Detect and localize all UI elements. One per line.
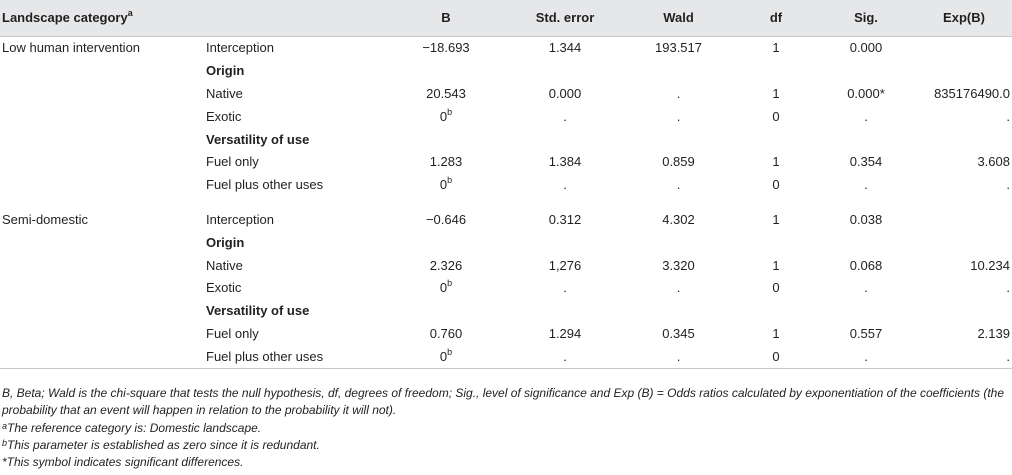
exp-cell bbox=[916, 36, 1012, 59]
se-cell bbox=[509, 82, 621, 105]
sig-cell bbox=[816, 299, 916, 322]
wald-cell bbox=[621, 59, 736, 82]
table-footnotes bbox=[2, 385, 1010, 471]
se-cell bbox=[509, 276, 621, 299]
wald-value: . bbox=[676, 348, 681, 364]
variable-cell: Fuel only bbox=[206, 325, 259, 341]
b-cell bbox=[383, 254, 509, 277]
se-value: . bbox=[563, 177, 567, 193]
df-value: 1 bbox=[772, 85, 780, 101]
wald-value: 3.320 bbox=[662, 257, 695, 273]
df-cell bbox=[736, 105, 816, 128]
se-cell bbox=[509, 231, 621, 254]
wald-cell bbox=[621, 322, 736, 345]
landscape-category-cell bbox=[0, 254, 200, 277]
b-value: 0 bbox=[439, 348, 448, 364]
subheading-cell: Versatility of use bbox=[206, 131, 310, 147]
se-value: 0.312 bbox=[548, 211, 582, 227]
df-cell bbox=[736, 208, 816, 231]
exp-value: . bbox=[1006, 108, 1010, 124]
sig-cell bbox=[816, 231, 916, 254]
table-row bbox=[0, 322, 1012, 345]
se-cell bbox=[509, 254, 621, 277]
exp-cell bbox=[916, 322, 1012, 345]
table-row bbox=[0, 36, 1012, 59]
se-cell bbox=[509, 128, 621, 151]
header-b: B bbox=[383, 0, 509, 36]
landscape-category-cell: Semi-domestic bbox=[2, 211, 88, 227]
df-cell bbox=[736, 345, 816, 368]
df-cell bbox=[736, 254, 816, 277]
wald-cell bbox=[621, 150, 736, 173]
exp-value: 10.234 bbox=[970, 257, 1010, 273]
sig-value: 0.038 bbox=[849, 211, 883, 227]
wald-cell bbox=[621, 276, 736, 299]
se-cell bbox=[509, 208, 621, 231]
wald-cell bbox=[621, 208, 736, 231]
sig-value: 0.000 bbox=[849, 40, 883, 56]
table-body bbox=[0, 36, 1012, 368]
se-value: 1,276 bbox=[548, 257, 582, 273]
se-cell bbox=[509, 105, 621, 128]
df-cell bbox=[736, 231, 816, 254]
sig-cell bbox=[816, 173, 916, 196]
table-header bbox=[0, 0, 1012, 36]
b-cell bbox=[383, 150, 509, 173]
sig-cell bbox=[816, 208, 916, 231]
landscape-category-cell bbox=[0, 322, 200, 345]
exp-cell bbox=[916, 208, 1012, 231]
se-cell bbox=[509, 173, 621, 196]
landscape-category-cell bbox=[0, 105, 200, 128]
landscape-category-cell bbox=[0, 276, 200, 299]
b-cell bbox=[383, 173, 509, 196]
table-row bbox=[0, 128, 1012, 151]
df-cell bbox=[736, 150, 816, 173]
df-value: 1 bbox=[772, 211, 780, 227]
df-cell bbox=[736, 299, 816, 322]
b-cell bbox=[383, 36, 509, 59]
se-cell bbox=[509, 345, 621, 368]
subheading-cell: Origin bbox=[206, 63, 245, 79]
df-cell bbox=[736, 276, 816, 299]
wald-cell bbox=[621, 231, 736, 254]
b-value: 0.760 bbox=[429, 325, 463, 341]
wald-cell bbox=[621, 345, 736, 368]
wald-cell bbox=[621, 254, 736, 277]
wald-cell bbox=[621, 128, 736, 151]
table-row bbox=[0, 150, 1012, 173]
footnote-a-text: The reference category is: Domestic landscape. bbox=[7, 421, 262, 435]
b-cell bbox=[383, 59, 509, 82]
table-row bbox=[0, 276, 1012, 299]
exp-cell bbox=[916, 299, 1012, 322]
landscape-category-cell bbox=[0, 345, 200, 368]
footnote-b-marker: b bbox=[447, 175, 453, 186]
sig-cell bbox=[816, 345, 916, 368]
df-cell bbox=[736, 128, 816, 151]
landscape-category-cell bbox=[0, 231, 200, 254]
header-landscape-category bbox=[0, 0, 200, 36]
variable-cell: Fuel plus other uses bbox=[206, 348, 324, 364]
b-value: −0.646 bbox=[425, 211, 467, 227]
exp-value: . bbox=[1006, 280, 1010, 296]
exp-cell bbox=[916, 59, 1012, 82]
landscape-category-cell bbox=[0, 128, 200, 151]
sig-value: . bbox=[864, 280, 868, 296]
table-row bbox=[0, 59, 1012, 82]
b-cell bbox=[383, 345, 509, 368]
sig-value: 0.068 bbox=[849, 257, 883, 273]
exp-value: . bbox=[1006, 177, 1010, 193]
wald-value: . bbox=[676, 280, 681, 296]
b-value: 1.283 bbox=[429, 154, 463, 170]
b-cell bbox=[383, 276, 509, 299]
exp-value: . bbox=[1006, 348, 1010, 364]
footnote-star: *This symbol indicates significant differences. bbox=[2, 455, 244, 469]
sig-value: 0.000* bbox=[847, 85, 885, 101]
sig-cell bbox=[816, 276, 916, 299]
table-row bbox=[0, 208, 1012, 231]
wald-cell bbox=[621, 105, 736, 128]
header-landscape-category-text: Landscape category bbox=[2, 10, 128, 26]
landscape-category-cell bbox=[0, 82, 200, 105]
wald-value: 4.302 bbox=[662, 211, 695, 227]
header-variable bbox=[200, 0, 383, 36]
exp-cell bbox=[916, 254, 1012, 277]
sig-cell bbox=[816, 254, 916, 277]
b-value: 0 bbox=[439, 108, 448, 124]
wald-value: 0.859 bbox=[662, 154, 695, 170]
landscape-category-cell: Low human intervention bbox=[2, 40, 141, 56]
se-cell bbox=[509, 150, 621, 173]
footnote-b-marker: b bbox=[447, 278, 453, 289]
header-std-error: Std. error bbox=[509, 0, 621, 36]
b-cell bbox=[383, 82, 509, 105]
variable-cell: Fuel only bbox=[206, 154, 259, 170]
b-value: 0 bbox=[439, 177, 448, 193]
exp-cell bbox=[916, 231, 1012, 254]
se-value: . bbox=[563, 280, 567, 296]
wald-cell bbox=[621, 299, 736, 322]
footnote-a bbox=[2, 420, 1010, 437]
df-value: 0 bbox=[772, 348, 780, 364]
variable-cell: Exotic bbox=[206, 280, 242, 296]
sig-cell bbox=[816, 36, 916, 59]
table-row bbox=[0, 254, 1012, 277]
header-wald: Wald bbox=[621, 0, 736, 36]
wald-value: 193.517 bbox=[655, 40, 702, 56]
exp-cell bbox=[916, 82, 1012, 105]
header-df: df bbox=[736, 0, 816, 36]
landscape-category-cell bbox=[0, 299, 200, 322]
sig-cell bbox=[816, 59, 916, 82]
exp-value: 3.608 bbox=[977, 154, 1010, 170]
b-value: 2.326 bbox=[429, 257, 463, 273]
variable-cell: Native bbox=[206, 85, 243, 101]
table-row bbox=[0, 173, 1012, 196]
exp-cell bbox=[916, 128, 1012, 151]
sig-cell bbox=[816, 105, 916, 128]
footnote-a-mark: a bbox=[2, 421, 8, 431]
footnote-b bbox=[2, 437, 1010, 454]
exp-cell bbox=[916, 173, 1012, 196]
wald-cell bbox=[621, 82, 736, 105]
b-cell bbox=[383, 299, 509, 322]
landscape-category-cell bbox=[0, 150, 200, 173]
b-value: −18.693 bbox=[422, 40, 470, 56]
footnote-abbreviations: B, Beta; Wald is the chi-square that tests the null hypothesis, df, degrees of freedom; Sig., level of significance and Exp (B) = Odds ratios calculated by exponentiation of the coefficients (the probability that an event will happen in relation to the probability it will not). bbox=[2, 386, 1004, 417]
b-cell bbox=[383, 128, 509, 151]
sig-value: 0.354 bbox=[849, 154, 883, 170]
se-cell bbox=[509, 299, 621, 322]
exp-cell bbox=[916, 276, 1012, 299]
exp-value: 835176490.0 bbox=[934, 85, 1010, 101]
landscape-category-cell bbox=[0, 173, 200, 196]
b-cell bbox=[383, 231, 509, 254]
b-cell bbox=[383, 208, 509, 231]
table-row bbox=[0, 105, 1012, 128]
exp-cell bbox=[916, 150, 1012, 173]
subheading-cell: Versatility of use bbox=[206, 303, 310, 319]
footnote-a-marker: a bbox=[127, 8, 133, 19]
df-value: 0 bbox=[772, 280, 780, 296]
df-cell bbox=[736, 36, 816, 59]
df-cell bbox=[736, 322, 816, 345]
variable-cell: Exotic bbox=[206, 108, 242, 124]
exp-value: 2.139 bbox=[977, 325, 1010, 341]
df-cell bbox=[736, 173, 816, 196]
table-row bbox=[0, 231, 1012, 254]
landscape-category-cell bbox=[0, 59, 200, 82]
sig-value: . bbox=[864, 177, 868, 193]
df-value: 1 bbox=[772, 325, 780, 341]
footnote-b-mark: b bbox=[2, 438, 8, 448]
footnote-b-text: This parameter is established as zero since it is redundant. bbox=[7, 438, 320, 452]
b-value: 20.543 bbox=[426, 85, 466, 101]
variable-cell: Interception bbox=[206, 211, 274, 227]
se-value: . bbox=[563, 348, 567, 364]
df-value: 0 bbox=[772, 108, 780, 124]
b-cell bbox=[383, 105, 509, 128]
se-value: 1.294 bbox=[548, 325, 582, 341]
footnote-b-marker: b bbox=[447, 346, 453, 357]
wald-value: . bbox=[676, 177, 681, 193]
df-value: 0 bbox=[772, 177, 780, 193]
df-value: 1 bbox=[772, 154, 780, 170]
footnote-b-marker: b bbox=[447, 106, 453, 117]
table-row bbox=[0, 82, 1012, 105]
se-cell bbox=[509, 59, 621, 82]
df-cell bbox=[736, 59, 816, 82]
se-value: 1.384 bbox=[548, 154, 582, 170]
sig-cell bbox=[816, 150, 916, 173]
sig-value: . bbox=[864, 108, 868, 124]
sig-cell bbox=[816, 322, 916, 345]
group-spacer bbox=[0, 196, 1012, 208]
header-exp-b: Exp(B) bbox=[916, 0, 1012, 36]
header-sig: Sig. bbox=[816, 0, 916, 36]
wald-value: 0.345 bbox=[662, 325, 695, 341]
sig-cell bbox=[816, 82, 916, 105]
df-value: 1 bbox=[772, 257, 780, 273]
sig-value: 0.557 bbox=[849, 325, 883, 341]
df-value: 1 bbox=[772, 40, 780, 56]
variable-cell: Fuel plus other uses bbox=[206, 177, 324, 193]
b-cell bbox=[383, 322, 509, 345]
table-row bbox=[0, 299, 1012, 322]
se-cell bbox=[509, 322, 621, 345]
variable-cell: Native bbox=[206, 257, 243, 273]
se-value: 0.000 bbox=[548, 85, 582, 101]
exp-cell bbox=[916, 105, 1012, 128]
sig-cell bbox=[816, 128, 916, 151]
se-value: 1.344 bbox=[548, 40, 582, 56]
wald-cell bbox=[621, 36, 736, 59]
table-row bbox=[0, 345, 1012, 368]
subheading-cell: Origin bbox=[206, 234, 245, 250]
df-cell bbox=[736, 82, 816, 105]
header-row bbox=[0, 0, 1012, 36]
wald-value: . bbox=[676, 108, 681, 124]
variable-cell: Interception bbox=[206, 40, 274, 56]
sig-value: . bbox=[864, 348, 868, 364]
wald-cell bbox=[621, 173, 736, 196]
se-cell bbox=[509, 36, 621, 59]
exp-cell bbox=[916, 345, 1012, 368]
se-value: . bbox=[563, 108, 567, 124]
b-value: 0 bbox=[439, 280, 448, 296]
wald-value: . bbox=[676, 85, 681, 101]
